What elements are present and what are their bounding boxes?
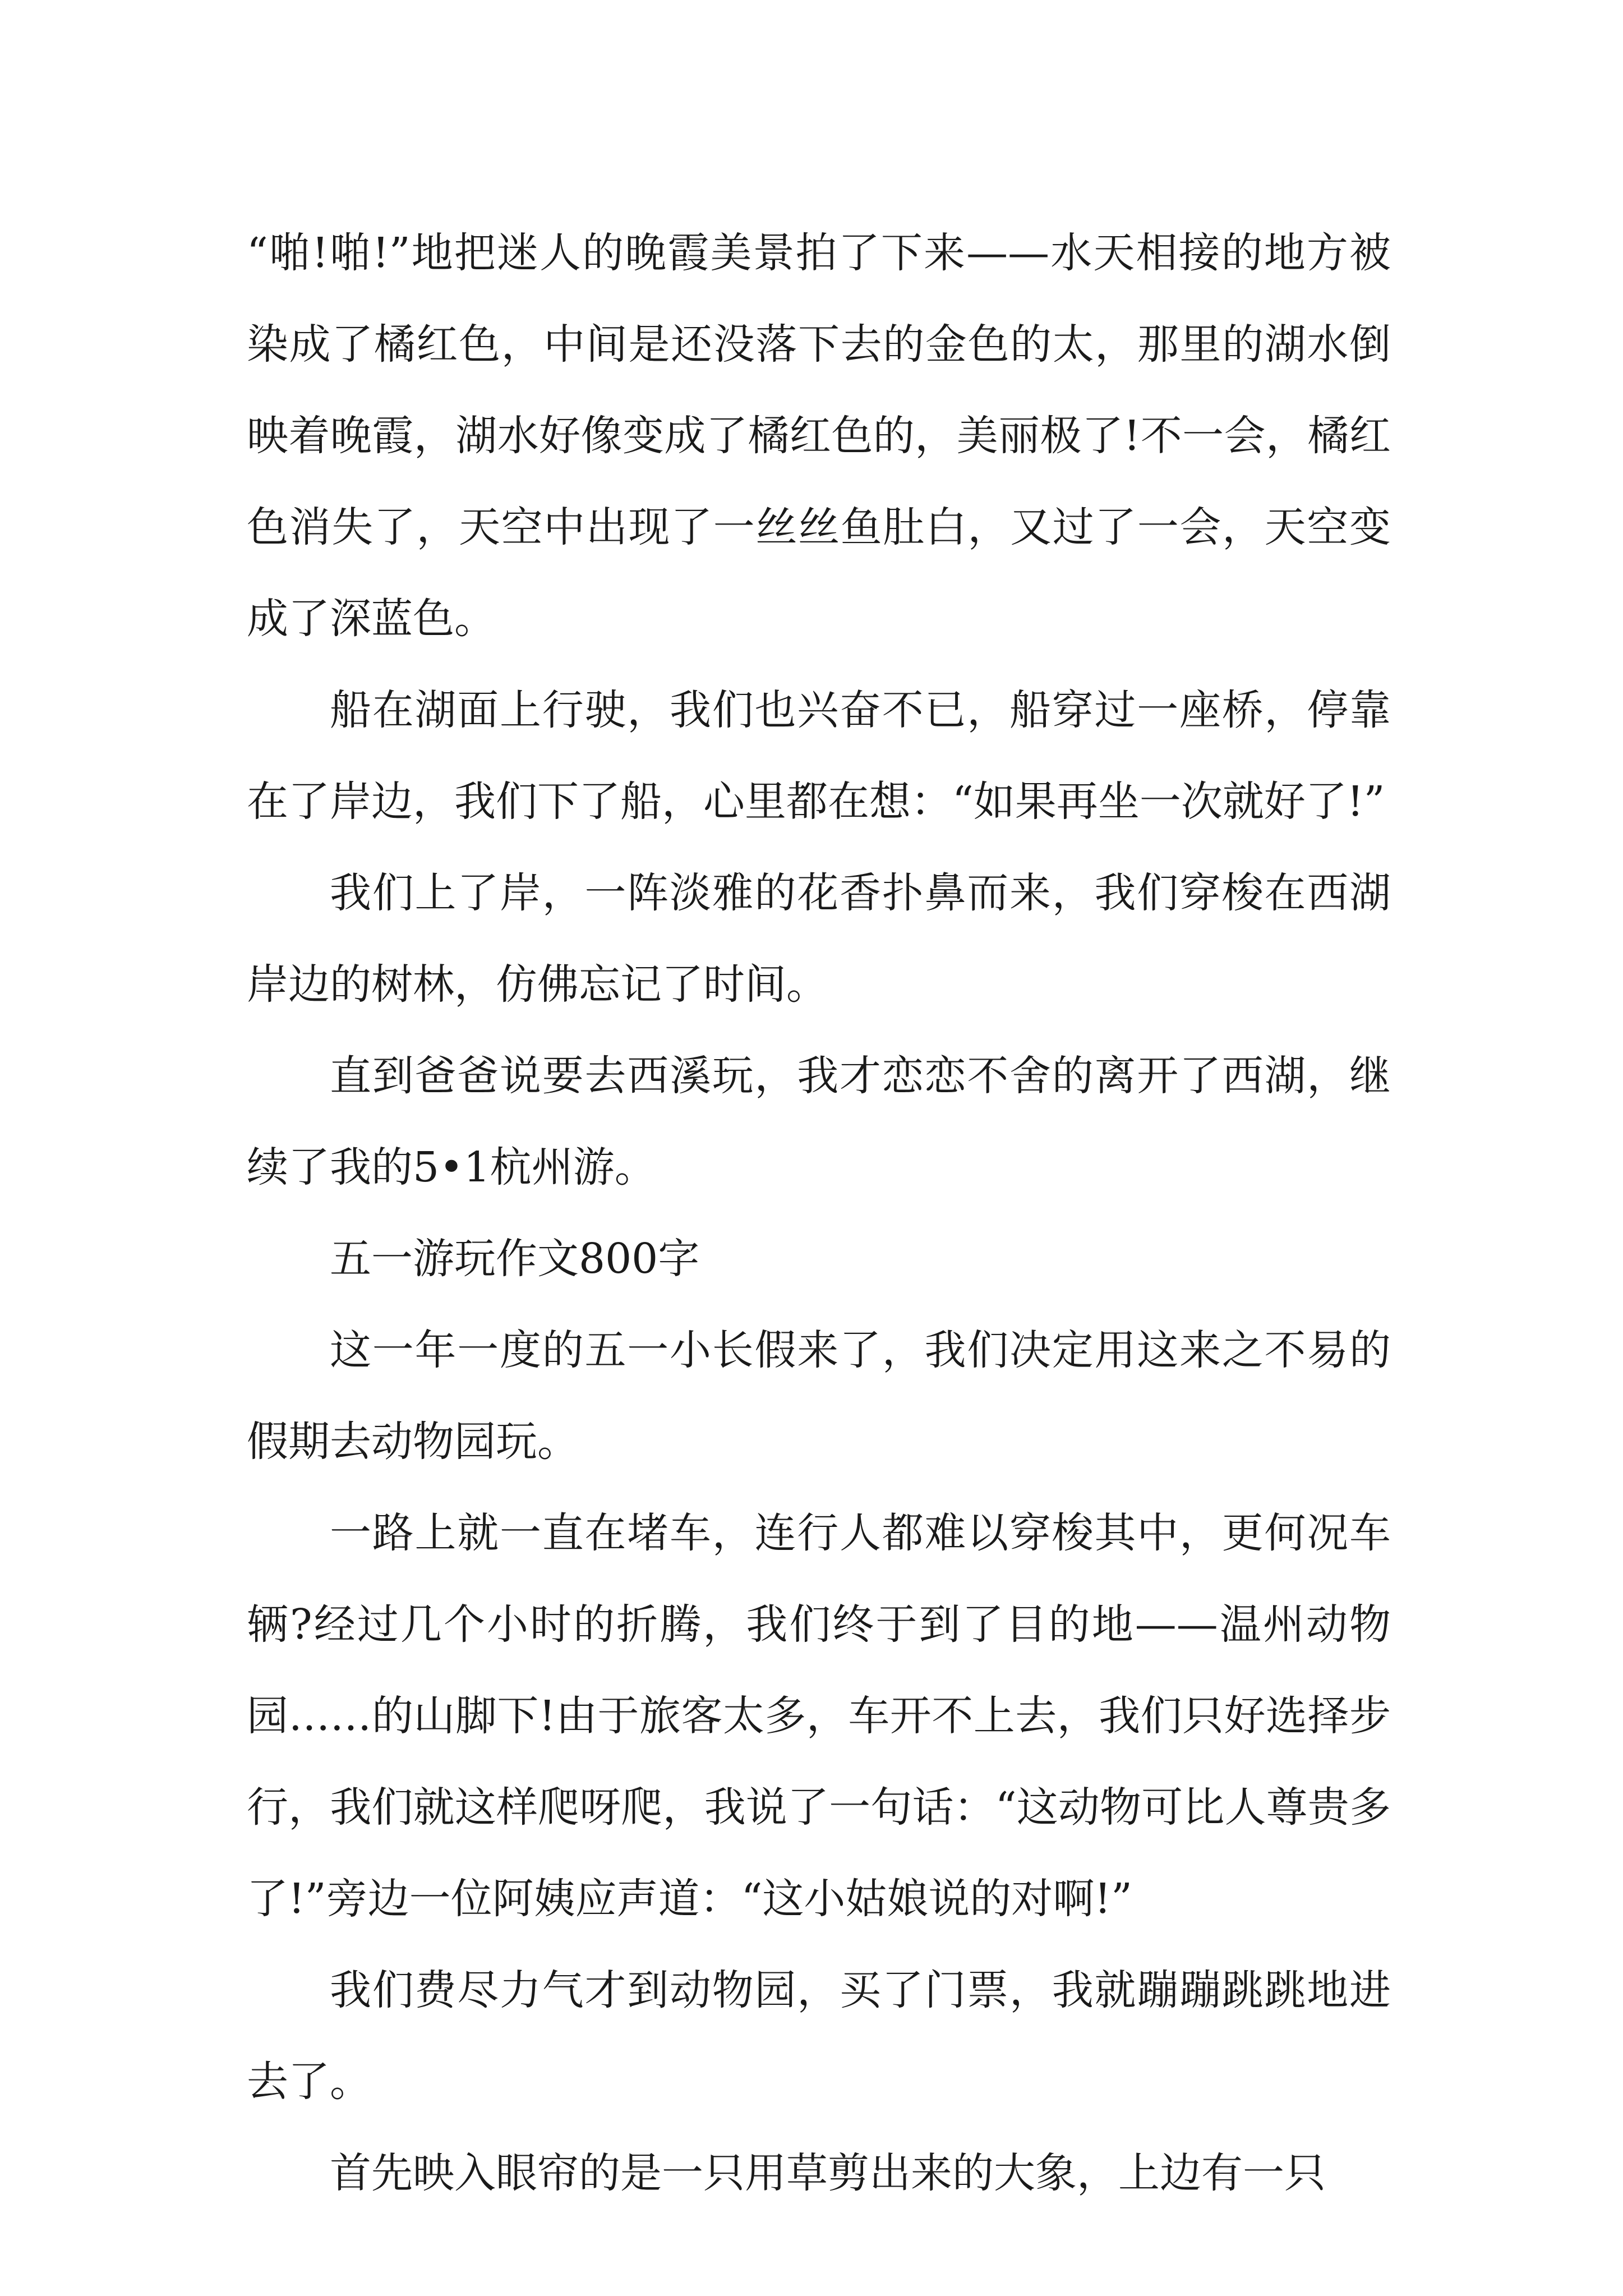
document-body [247,208,1391,2219]
paragraph-enter-zoo: 我们费尽力气才到动物园，买了门票，我就蹦蹦跳跳地进去了。 [247,1966,1391,2106]
paragraph-sunset-photo: “啪!啪!”地把迷人的晚霞美景拍了下来——水天相接的地方被染成了橘红色，中间是还没落下去的金色的太，那里的湖水倒映着晚霞，湖水好像变成了橘红色的，美丽极了!不一会，橘红色消失了，天空中出现了一丝丝鱼肚白，又过了一会，天空变成了深蓝色。 [247,229,1391,643]
paragraph-grass-elephant: 首先映入眼帘的是一只用草剪出来的大象，上边有一只 [330,2149,1326,2197]
paragraph-shore-walk: 我们上了岸，一阵淡雅的花香扑鼻而来，我们穿梭在西湖岸边的树林，仿佛忘记了时间。 [247,869,1391,1009]
essay-title: 五一游玩作文800字 [330,1235,700,1283]
paragraph-traffic-jam: 一路上就一直在堵车，连行人都难以穿梭其中，更何况车辆?经过几个小时的折腾，我们终于到了目的地——温州动物园……的山脚下!由于旅客太多，车开不上去，我们只好选择步行，我们就这样爬呀爬，我说了一句话：“这动物可比人尊贵多了!”旁边一位阿姨应声道：“这小姑娘说的对啊!” [247,1509,1391,1923]
paragraph-holiday-plan: 这一年一度的五一小长假来了，我们决定用这来之不易的假期去动物园玩。 [247,1326,1391,1466]
paragraph-leave-west-lake: 直到爸爸说要去西溪玩，我才恋恋不舍的离开了西湖，继续了我的5•1杭州游。 [247,1052,1391,1191]
paragraph-boat-ride: 船在湖面上行驶，我们也兴奋不已，船穿过一座桥，停靠在了岸边，我们下了船，心里都在想：“如果再坐一次就好了!” [247,686,1391,826]
